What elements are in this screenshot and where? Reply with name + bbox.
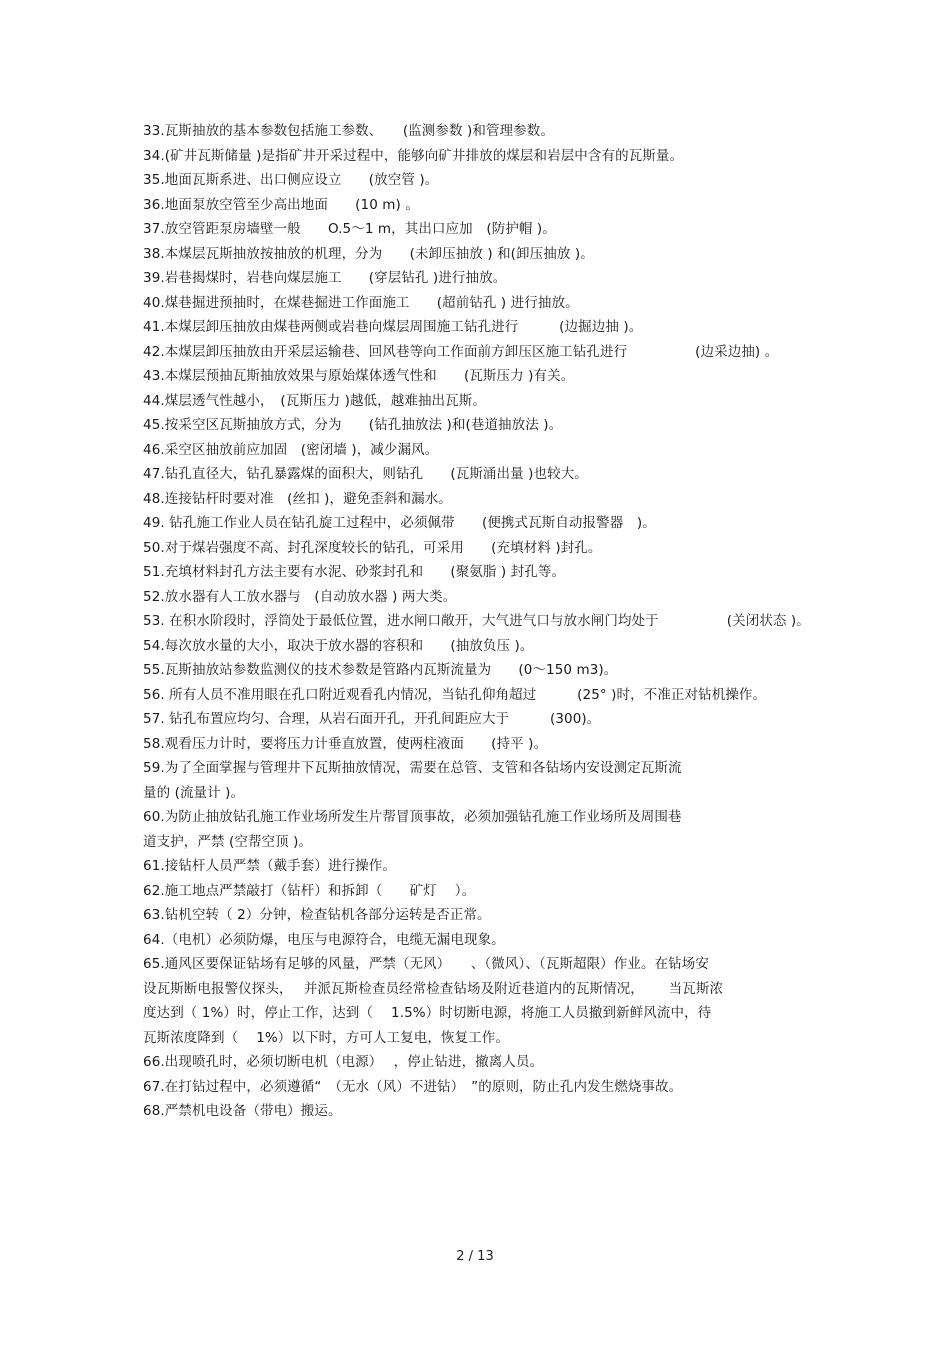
question-item: 49. 钻孔施工作业人员在钻孔旋工过程中，必须佩带 (便携式瓦斯自动报警器 )。 bbox=[143, 515, 656, 531]
question-list bbox=[143, 119, 811, 1124]
question-item: 51.充填材料封孔方法主要有水泥、砂浆封孔和 (聚氨脂 ) 封孔等。 bbox=[143, 564, 566, 580]
question-item: 42.本煤层卸压抽放由开采层运输巷、回风巷等向工作面前方卸压区施工钻孔进行 (边采边抽) 。 bbox=[143, 343, 779, 360]
question-item: 43.本煤层预抽瓦斯抽放效果与原始煤体透气性和 (瓦斯压力 )有关。 bbox=[143, 368, 575, 384]
question-item: 38.本煤层瓦斯抽放按抽放的机理，分为 (未卸压抽放 ) 和(卸压抽放 )。 bbox=[143, 245, 594, 262]
question-item: 62.施工地点严禁敲打（钻杆）和拆卸（ 矿灯 ）。 bbox=[143, 882, 476, 899]
question-item: 53. 在积水阶段时，浮筒处于最低位置，进水闸口敞开，大气进气口与放水闸门均处于 (关闭状态 )。 bbox=[143, 613, 810, 629]
question-item: 50.对于煤岩强度不高、封孔深度较长的钻孔，可采用 (充填材料 )封孔。 bbox=[143, 539, 602, 556]
question-item: 40.煤巷掘进预抽时，在煤巷掘进工作面施工 (超前钻孔 ) 进行抽放。 bbox=[143, 294, 579, 311]
page-number: 2 / 13 bbox=[456, 1249, 494, 1264]
question-item: 54.每次放水量的大小，取决于放水器的容积和 (抽放负压 )。 bbox=[143, 637, 534, 654]
question-item: 44.煤层透气性越小， (瓦斯压力 )越低，越难抽出瓦斯。 bbox=[143, 392, 486, 409]
question-item: 63.钻机空转（ 2）分钟，检查钻机各部分运转是否正常。 bbox=[143, 907, 491, 923]
question-item: 67.在打钻过程中，必须遵循“ （无水（风）不进钻） ”的原则，防止孔内发生燃烧事故。 bbox=[143, 1078, 683, 1095]
question-item: 47.钻孔直径大，钻孔暴露煤的面积大，则钻孔 (瓦斯涌出量 )也较大。 bbox=[143, 466, 588, 482]
question-item: 64.（电机）必须防爆，电压与电源符合，电缆无漏电现象。 bbox=[143, 931, 505, 948]
question-item: 57. 钻孔布置应均匀、合理，从岩石面开孔，开孔间距应大于 (300)。 bbox=[143, 711, 601, 727]
question-item: 52.放水器有人工放水器与 (自动放水器 ) 两大类。 bbox=[143, 588, 457, 605]
question-item: 45.按采空区瓦斯抽放方式，分为 (钻孔抽放法 )和(巷道抽放法 )。 bbox=[143, 417, 563, 433]
question-item: 39.岩巷揭煤时，岩巷向煤层施工 (穿层钻孔 )进行抽放。 bbox=[143, 270, 507, 286]
question-item: 56. 所有人员不准用眼在孔口附近观看孔内情况，当钻孔仰角超过 (25° )时，不准正对钻机操作。 bbox=[143, 686, 767, 703]
question-item: 60.为防止抽放钻孔施工作业场所发生片帮冒顶事故，必须加强钻孔施工作业场所及周围巷 道支护，严禁 (空帮空顶 )。 bbox=[143, 809, 682, 850]
question-item: 58.观看压力计时，要将压力计垂直放置，使两柱液面 (持平 )。 bbox=[143, 735, 548, 752]
question-item: 46.采空区抽放前应加固 (密闭墙 )，减少漏风。 bbox=[143, 441, 439, 458]
question-item: 55.瓦斯抽放站参数监测仪的技术参数是管路内瓦斯流量为 (0～150 m3)。 bbox=[143, 662, 618, 678]
question-item: 41.本煤层卸压抽放由煤巷两侧或岩巷向煤层周围施工钻孔进行 (边掘边抽 )。 bbox=[143, 319, 643, 335]
question-item: 65.通风区要保证钻场有足够的风量，严禁（无风） 、（微风）、（瓦斯超限）作业。在钻场安 设瓦斯断电报警仪探头， 并派瓦斯检查员经常检查钻场及附近巷道内的瓦斯情况， 当瓦斯浓 度达到（ 1%）时，停止工作，达到（ 1.5%）时切断电源，将施工人员撤到新鲜风流中，待 瓦斯浓度降到（ 1%）以下时，方可人工复电，恢复工作。 bbox=[143, 956, 724, 1046]
question-item: 66.出现喷孔时，必须切断电机（电源） ，停止钻进，撤离人员。 bbox=[143, 1054, 544, 1070]
question-item: 34.(矿井瓦斯储量 )是指矿井开采过程中，能够向矿井排放的煤层和岩层中含有的瓦斯量。 bbox=[143, 147, 684, 164]
question-item: 59.为了全面掌握与管理井下瓦斯抽放情况，需要在总管、支管和各钻场内安设测定瓦斯流 量的 (流量计 )。 bbox=[143, 760, 682, 801]
question-item: 36.地面泵放空管至少高出地面 (10 m) 。 bbox=[143, 196, 419, 213]
question-item: 37.放空管距泵房墙壁一般 O.5～1 m，其出口应加 (防护帽 )。 bbox=[143, 221, 556, 237]
question-item: 33.瓦斯抽放的基本参数包括施工参数、 (监测参数 )和管理参数。 bbox=[143, 123, 554, 139]
question-item: 35.地面瓦斯系进、出口侧应设立 (放空管 )。 bbox=[143, 172, 439, 188]
question-item: 68.严禁机电设备（带电）搬运。 bbox=[143, 1103, 342, 1119]
question-item: 48.连接钻杆时要对准 (丝扣 )，避免歪斜和漏水。 bbox=[143, 490, 452, 507]
question-item: 61.接钻杆人员严禁（戴手套）进行操作。 bbox=[143, 858, 396, 874]
